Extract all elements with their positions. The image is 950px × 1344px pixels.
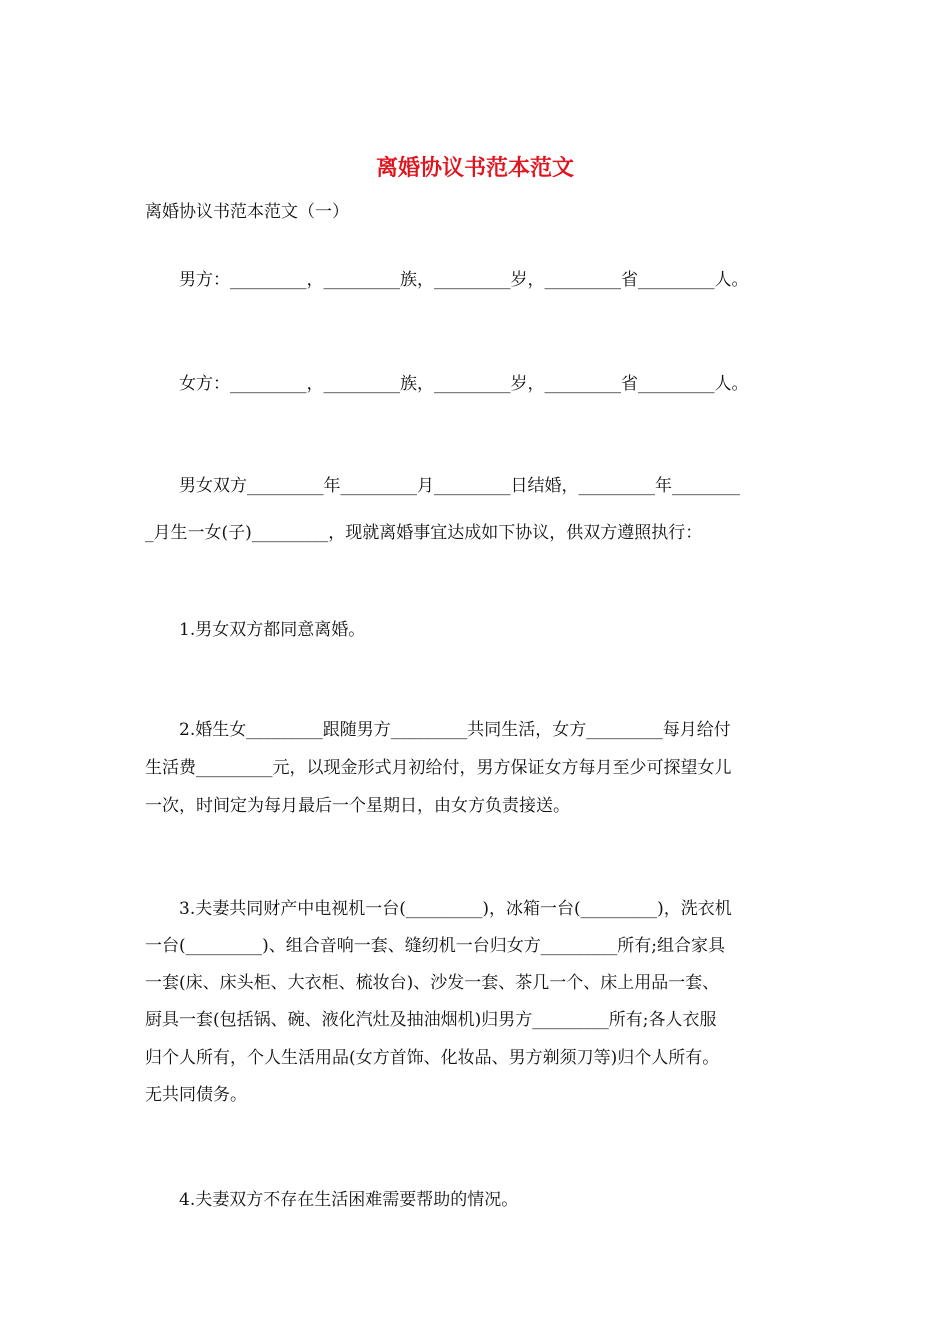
marriage-intro-line-2: _月生一女(子)_________，现就离婚事宜达成如下协议，供双方遵照执行： — [145, 523, 703, 543]
clause-2-line-2: 生活费_________元，以现金形式月初给付，男方保证女方每月至少可探望女儿 — [145, 758, 732, 778]
document-subtitle: 离婚协议书范本范文（一） — [145, 202, 349, 222]
document-title: 离婚协议书范本范文 — [375, 155, 574, 181]
clause-4: 4.夫妻双方不存在生活困难需要帮助的情况。 — [145, 1190, 519, 1210]
clause-3-line-2: 一台(_________)、组合音响一套、缝纫机一台归女方_________所有;组合家具 — [145, 936, 725, 956]
male-info-line: 男方：_________，_________族，_________岁，_________省_________人。 — [145, 270, 749, 290]
marriage-intro-line-1: 男女双方_________年_________月_________日结婚，_________年________ — [145, 476, 740, 496]
clause-3-line-3: 一套(床、床头柜、大衣柜、梳妆台)、沙发一套、茶几一个、床上用品一套、 — [145, 973, 720, 993]
clause-2-line-3: 一次，时间定为每月最后一个星期日，由女方负责接送。 — [145, 796, 570, 816]
clause-2-line-1: 2.婚生女_________跟随男方_________共同生活，女方_________每月给付 — [145, 720, 731, 740]
clause-3-line-1: 3.夫妻共同财产中电视机一台(_________)，冰箱一台(_________)，洗衣机 — [145, 899, 732, 919]
clause-1: 1.男女双方都同意离婚。 — [145, 620, 366, 640]
clause-3-line-6: 无共同债务。 — [145, 1085, 247, 1105]
female-info-line: 女方：_________，_________族，_________岁，_________省_________人。 — [145, 374, 749, 394]
clause-3-line-5: 归个人所有，个人生活用品(女方首饰、化妆品、男方剃须刀等)归个人所有。 — [145, 1048, 720, 1068]
clause-3-line-4: 厨具一套(包括锅、碗、液化汽灶及抽油烟机)归男方_________所有;各人衣服 — [145, 1010, 717, 1030]
